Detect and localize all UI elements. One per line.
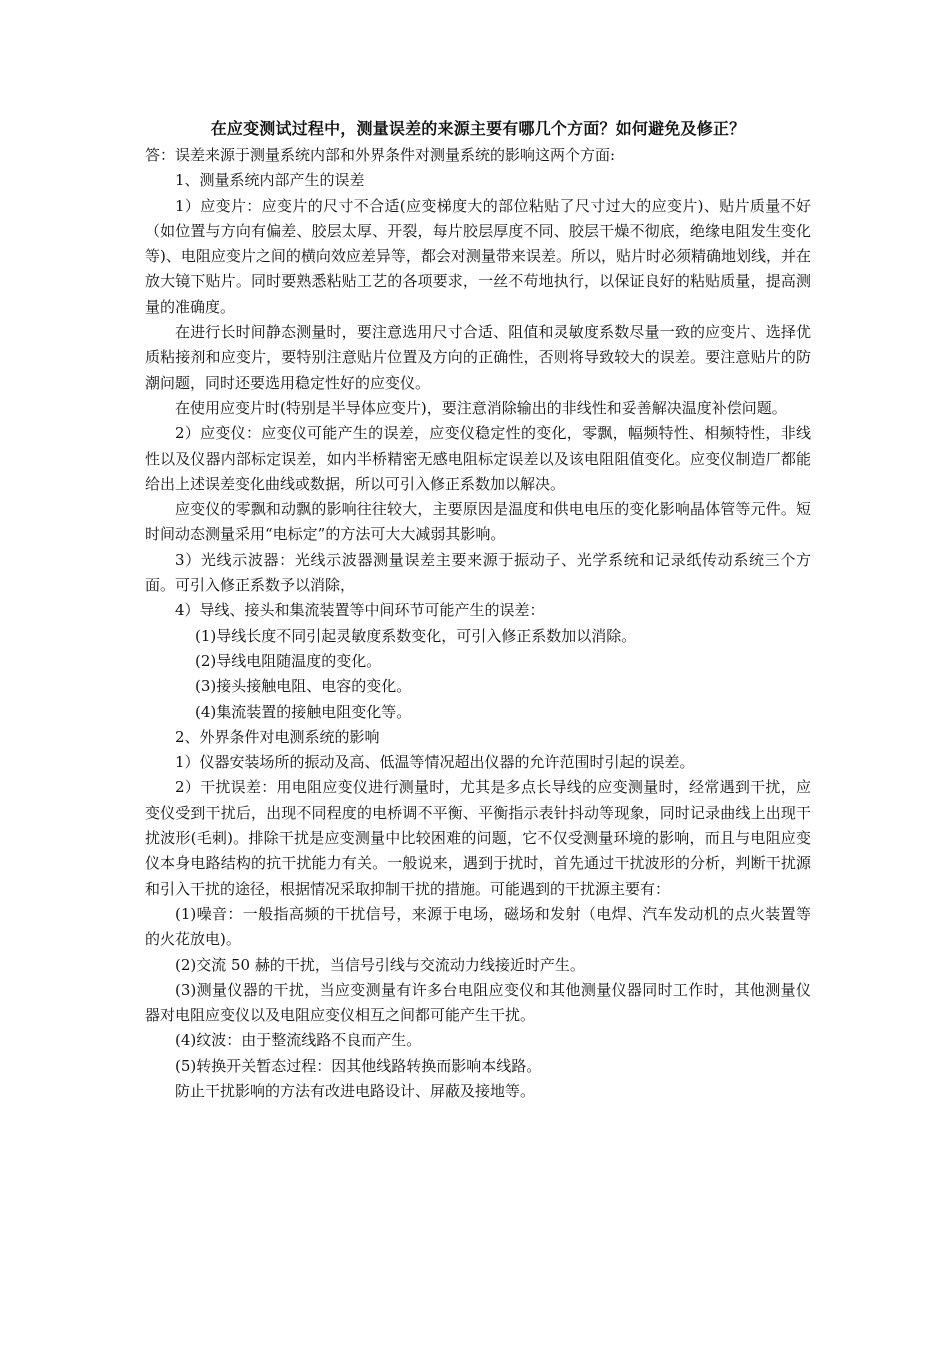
paragraph: 在进行长时间静态测量时，要注意选用尺寸合适、阻值和灵敏度系数尽量一致的应变片、选择优质粘接剂和应变片，要特别注意贴片位置及方向的正确性，否则将导致较大的误差。要注意贴片的防潮问题，同时还要选用稳定性好的应变仪。 [145, 323, 811, 392]
document-body [145, 116, 811, 1104]
paragraph: 4）导线、接头和集流装置等中间环节可能产生的误差： [175, 601, 545, 620]
paragraph: 防止干扰影响的方法有改进电路设计、屏蔽及接地等。 [175, 1081, 536, 1100]
paragraph: 1、测量系统内部产生的误差 [175, 171, 365, 190]
paragraph: (2)导线电阻随温度的变化。 [195, 651, 382, 670]
paragraph: (2)交流 50 赫的干扰，当信号引线与交流动力线接近时产生。 [175, 955, 585, 974]
paragraph-list [145, 143, 811, 1104]
paragraph: 答：误差来源于测量系统内部和外界条件对测量系统的影响这两个方面: [145, 146, 616, 164]
paragraph: 2）应变仪：应变仪可能产生的误差，应变仪稳定性的变化，零飘，幅频特性、相频特性，非线性以及仪器内部标定误差，如内半桥精密无感电阻标定误差以及该电阻阻值变化。应变仪制造厂都能给出上述误差变化曲线或数据，所以可引入修正系数加以解决。 [145, 424, 811, 493]
paragraph: (5)转换开关暂态过程：因其他线路转换而影响本线路。 [175, 1056, 542, 1075]
paragraph: 2）干扰误差：用电阻应变仪进行测量时，尤其是多点长导线的应变测量时，经常遇到干扰，应变仪受到干扰后，出现不同程度的电桥调不平衡、平衡指示表针抖动等现象，同时记录曲线上出现干扰波形(毛刺)。排除干扰是应变测量中比较困难的问题，它不仅受测量环境的影响，而且与电阻应变仪本身电路结构的抗干扰能力有关。一般说来，遇到于扰时，首先通过干扰波形的分析，判断干扰源和引入干扰的途径，根据情况采取抑制干扰的措施。可能遇到的干扰源主要有： [145, 778, 811, 898]
paragraph: (1)导线长度不同引起灵敏度系数变化，可引入修正系数加以消除。 [195, 626, 637, 645]
paragraph: 1）应变片：应变片的尺寸不合适(应变梯度大的部位粘贴了尺寸过大的应变片)、贴片质量不好（如位置与方向有偏差、胶层太厚、开裂，每片胶层厚度不同、胶层干燥不彻底，绝缘电阻发生变化等)、电阻应变片之间的横向效应差异等，都会对测量带来误差。所以，贴片时必须精确地划线，并在放大镜下贴片。同时要熟悉粘贴工艺的各项要求，一丝不苟地执行，以保证良好的粘贴质量，提高测量的准确度。 [145, 196, 811, 316]
paragraph: 3）光线示波器：光线示波器测量误差主要来源于振动子、光学系统和记录纸传动系统三个方面。可引入修正系数予以消除， [145, 550, 811, 595]
paragraph: 2、外界条件对电测系统的影响 [175, 727, 380, 746]
paragraph: (3)接头接触电阻、电容的变化。 [195, 677, 412, 696]
paragraph: (4)集流装置的接触电阻变化等。 [195, 702, 412, 721]
document-title: 在应变测试过程中，测量误差的来源主要有哪几个方面？如何避免及修正？ [210, 119, 746, 138]
paragraph: 1）仪器安装场所的振动及高、低温等情况超出仪器的允许范围时引起的误差。 [175, 753, 695, 772]
paragraph: 应变仪的零飘和动飘的影响往往较大，主要原因是温度和供电电压的变化影响晶体管等元件。短时间动态测量采用“电标定”的方法可大大减弱其影响。 [145, 500, 811, 544]
paragraph: (3)测量仪器的干扰，当应变测量有许多台电阻应变仪和其他测量仪器同时工作时，其他测量仪器对电阻应变仪以及电阻应变仪相互之间都可能产生干扰。 [145, 980, 811, 1025]
paragraph: 在使用应变片时(特别是半导体应变片)，要注意消除输出的非线性和妥善解决温度补偿问题。 [175, 398, 787, 417]
paragraph: (1)噪音：一般指高频的干扰信号，来源于电场，磁场和发射（电焊、汽车发动机的点火装置等的火花放电)。 [145, 904, 811, 949]
paragraph: (4)纹波：由于整流线路不良而产生。 [175, 1031, 422, 1050]
